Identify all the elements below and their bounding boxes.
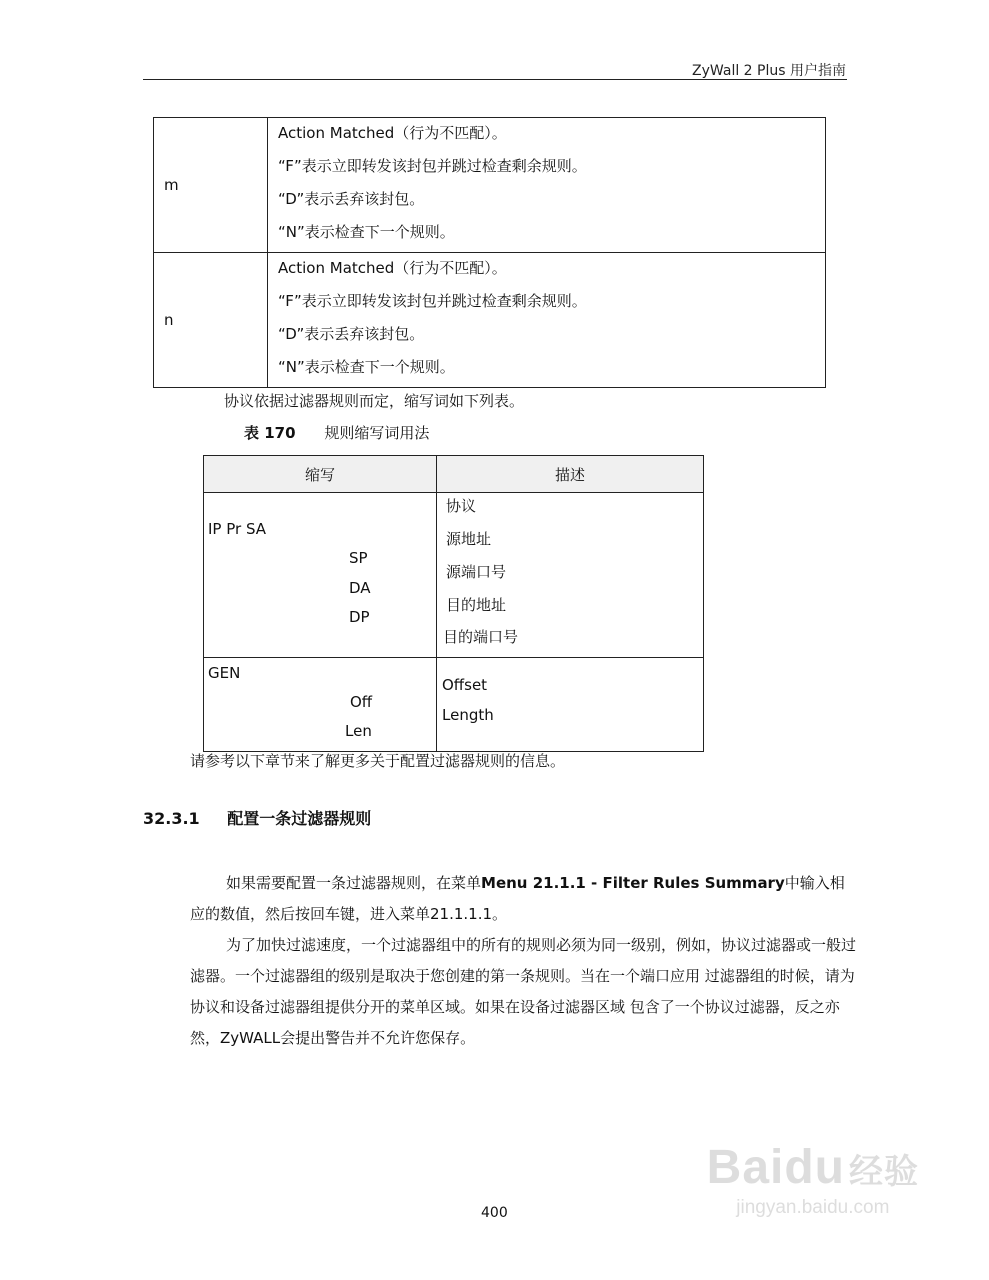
desc-item: Length <box>442 706 494 724</box>
table-header-row <box>204 456 704 493</box>
section-title: 配置一条过滤器规则 <box>227 809 372 828</box>
watermark-logo <box>707 1140 919 1195</box>
abbr-item: DP <box>349 608 370 626</box>
table-row <box>154 253 826 388</box>
table-caption-title: 规则缩写词用法 <box>324 424 430 442</box>
section-heading <box>143 806 371 829</box>
rule-line: “D”表示丢弃该封包。 <box>278 190 425 208</box>
watermark-url: jingyan.baidu.com <box>736 1197 890 1218</box>
rule-line: “N”表示检查下一个规则。 <box>278 223 455 241</box>
rule-description <box>268 118 826 253</box>
intro-text: 协议依据过滤器规则而定，缩写词如下列表。 <box>224 392 525 410</box>
body-text-span: 如果需要配置一条过滤器规则，在菜单 <box>226 874 482 892</box>
rule-line: “N”表示检查下一个规则。 <box>278 358 455 376</box>
table-caption-number: 表 170 <box>244 424 296 442</box>
table-caption <box>244 422 429 443</box>
rule-key: m <box>154 118 268 253</box>
abbr-item: GEN <box>208 664 241 682</box>
rule-key: n <box>154 253 268 388</box>
desc-cell <box>437 658 704 752</box>
menu-reference: Menu 21.1.1 - Filter Rules Summary <box>481 874 785 892</box>
desc-item: 源地址 <box>446 530 492 548</box>
body-paragraph: 为了加快过滤速度，一个过滤器组中的所有的规则必须为同一级别，例如，协议过滤器或一般过滤器。一个过滤器组的级别是取决于您创建的第一条规则。当在一个端口应用 过滤器组的时候，请为协议和设备过滤器组提供分开的菜单区域。如果在设备过滤器区域 包含了一个协议过滤器，反之亦然，ZyWALL会提出警告并不允许您保存。 <box>190 936 857 1047</box>
header-rule <box>143 79 847 80</box>
rule-line: Action Matched（行为不匹配）。 <box>278 259 507 277</box>
abbr-item: Len <box>345 722 372 740</box>
table-row <box>154 118 826 253</box>
page-number: 400 <box>481 1205 508 1221</box>
abbr-item: SP <box>349 549 368 567</box>
desc-item: 目的地址 <box>446 596 507 614</box>
desc-item: 协议 <box>446 497 477 515</box>
body-text <box>190 868 858 1054</box>
body-text-span: 中输入相应的数值，然后按回车键，进入菜单21.1.1.1。 <box>190 874 845 923</box>
abbr-item: DA <box>349 579 371 597</box>
abbreviation-table <box>203 455 704 752</box>
more-info-text: 请参考以下章节来了解更多关于配置过滤器规则的信息。 <box>190 752 566 770</box>
abbr-item: Off <box>350 693 373 711</box>
abbr-item: IP Pr SA <box>208 520 267 538</box>
abbr-cell <box>204 658 437 752</box>
rule-line: Action Matched（行为不匹配）。 <box>278 124 507 142</box>
desc-item: 目的端口号 <box>443 628 519 646</box>
rule-description <box>268 253 826 388</box>
rule-line: “F”表示立即转发该封包并跳过检查剩余规则。 <box>278 157 587 175</box>
rule-line: “D”表示丢弃该封包。 <box>278 325 425 343</box>
desc-cell <box>437 493 704 658</box>
column-header-description: 描述 <box>437 456 704 493</box>
table-row <box>204 493 704 658</box>
column-header-abbreviation: 缩写 <box>204 456 437 493</box>
table-row <box>204 658 704 752</box>
rules-table <box>153 117 826 388</box>
desc-item: Offset <box>442 676 488 694</box>
body-paragraph <box>190 868 858 930</box>
abbr-cell <box>204 493 437 658</box>
watermark <box>707 1140 919 1219</box>
header-title: ZyWall 2 Plus 用户指南 <box>692 63 846 79</box>
watermark-logo-text: Baidu <box>706 1141 845 1194</box>
rule-line: “F”表示立即转发该封包并跳过检查剩余规则。 <box>278 292 587 310</box>
watermark-logo-cn: 经验 <box>849 1153 919 1191</box>
desc-item: 源端口号 <box>446 563 507 581</box>
section-number: 32.3.1 <box>143 809 200 828</box>
